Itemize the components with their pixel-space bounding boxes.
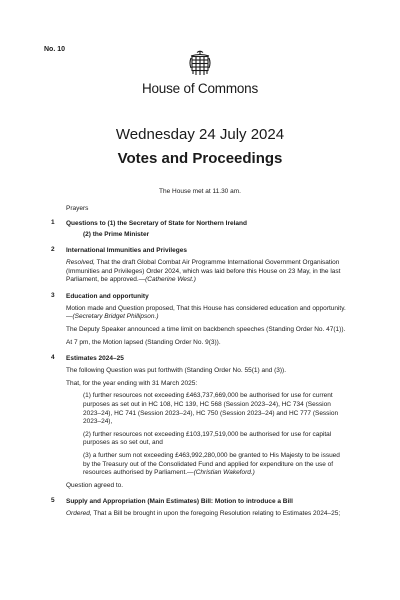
- document-title: Votes and Proceedings: [117, 150, 283, 167]
- proceedings-list: [0, 219, 400, 526]
- item-body: [66, 246, 346, 285]
- item-number: 3: [51, 291, 55, 299]
- proceeding-item: [0, 219, 400, 239]
- item-title: International Immunities and Privileges: [66, 247, 188, 254]
- motion-body: Motion made and Question proposed, That this House has considered education and opportunity.—: [66, 304, 346, 321]
- item-body: [66, 219, 346, 239]
- proceeding-item: [0, 497, 400, 519]
- resolution-text: [66, 259, 346, 285]
- year-ending-text: That, for the year ending with 31 March 2025:: [66, 379, 198, 387]
- resolved-label: Resolved,: [66, 259, 95, 266]
- house-met-statement: The House met at 11.30 am.: [159, 188, 241, 195]
- house-of-commons-logo: [0, 50, 400, 96]
- proceeding-item: [0, 292, 400, 347]
- item-body: [66, 354, 346, 490]
- house-of-commons-wordmark: House of Commons: [141, 81, 259, 96]
- portcullis-icon: [189, 50, 211, 78]
- item-body: [66, 292, 346, 347]
- prayers-label: Prayers: [66, 205, 89, 212]
- item-title: Estimates 2024–25: [66, 355, 124, 363]
- order-text: [66, 510, 346, 519]
- mover-name: (Christian Wakeford.): [193, 469, 255, 477]
- ordered-label: Ordered,: [66, 510, 92, 518]
- question-put-text: The following Question was put forthwith (Standing Order No. 55(1) and (3)).: [66, 367, 287, 375]
- item-number: 4: [51, 354, 55, 362]
- speaker-announcement: The Deputy Speaker announced a time limit on backbench speeches (Standing Order No. 47(1)).: [66, 325, 346, 333]
- question-agreed-text: Question agreed to.: [66, 481, 124, 489]
- proceeding-item: [0, 354, 400, 490]
- motion-text: [66, 305, 346, 322]
- resolution-body: That the draft Global Combat Air Programme International Government Organisation (Immunities and Privileges) Order 2024, which was laid before this House on 23 May, in the last Parliament, be approved.—: [66, 259, 341, 284]
- order-body: That a Bill be brought in upon the foregoing Resolution relating to Estimates 2024–25;: [91, 510, 341, 518]
- clause-body: (3) a further sum not exceeding £463,992,280,000 be granted to His Majesty to be issued by the Treasury out of the Consolidated Fund and applied for expenditure on the use of resources authorised by Parliament.—: [83, 451, 340, 477]
- mover-name: (Catherine West.): [145, 276, 196, 284]
- item-subtitle: (2) the Prime Minister: [83, 231, 150, 238]
- item-body: [66, 497, 346, 519]
- item-number: 1: [51, 219, 55, 226]
- estimate-clause-1: (1) further resources not exceeding £463,737,669,000 be authorised for use for current purposes as set out in HC 108, HC 139, HC 568 (Session 2023–24), HC 734 (Session 2023–24), HC 741 (Session 2023–24), HC 750 (Session 2023–24) and HC 777 (Session 2023–24),: [83, 392, 339, 426]
- sitting-date: Wednesday 24 July 2024: [115, 126, 285, 143]
- estimate-clause-2: (2) further resources not exceeding £103,197,519,000 be authorised for use for capital purposes as so set out, and: [83, 430, 332, 447]
- motion-lapsed: At 7 pm, the Motion lapsed (Standing Order No. 9(3)).: [66, 338, 221, 346]
- item-title: Questions to (1) the Secretary of State for Northern Ireland: [66, 220, 247, 227]
- proceeding-item: [0, 246, 400, 285]
- issue-number: No. 10: [44, 46, 66, 53]
- item-title: Education and opportunity: [66, 292, 149, 300]
- item-number: 5: [51, 497, 55, 505]
- item-title: Supply and Appropriation (Main Estimates) Bill: Motion to introduce a Bill: [66, 498, 293, 506]
- item-number: 2: [51, 246, 55, 253]
- mover-name: (Secretary Bridget Phillipson.): [72, 313, 159, 321]
- estimate-clause-3: [83, 452, 345, 478]
